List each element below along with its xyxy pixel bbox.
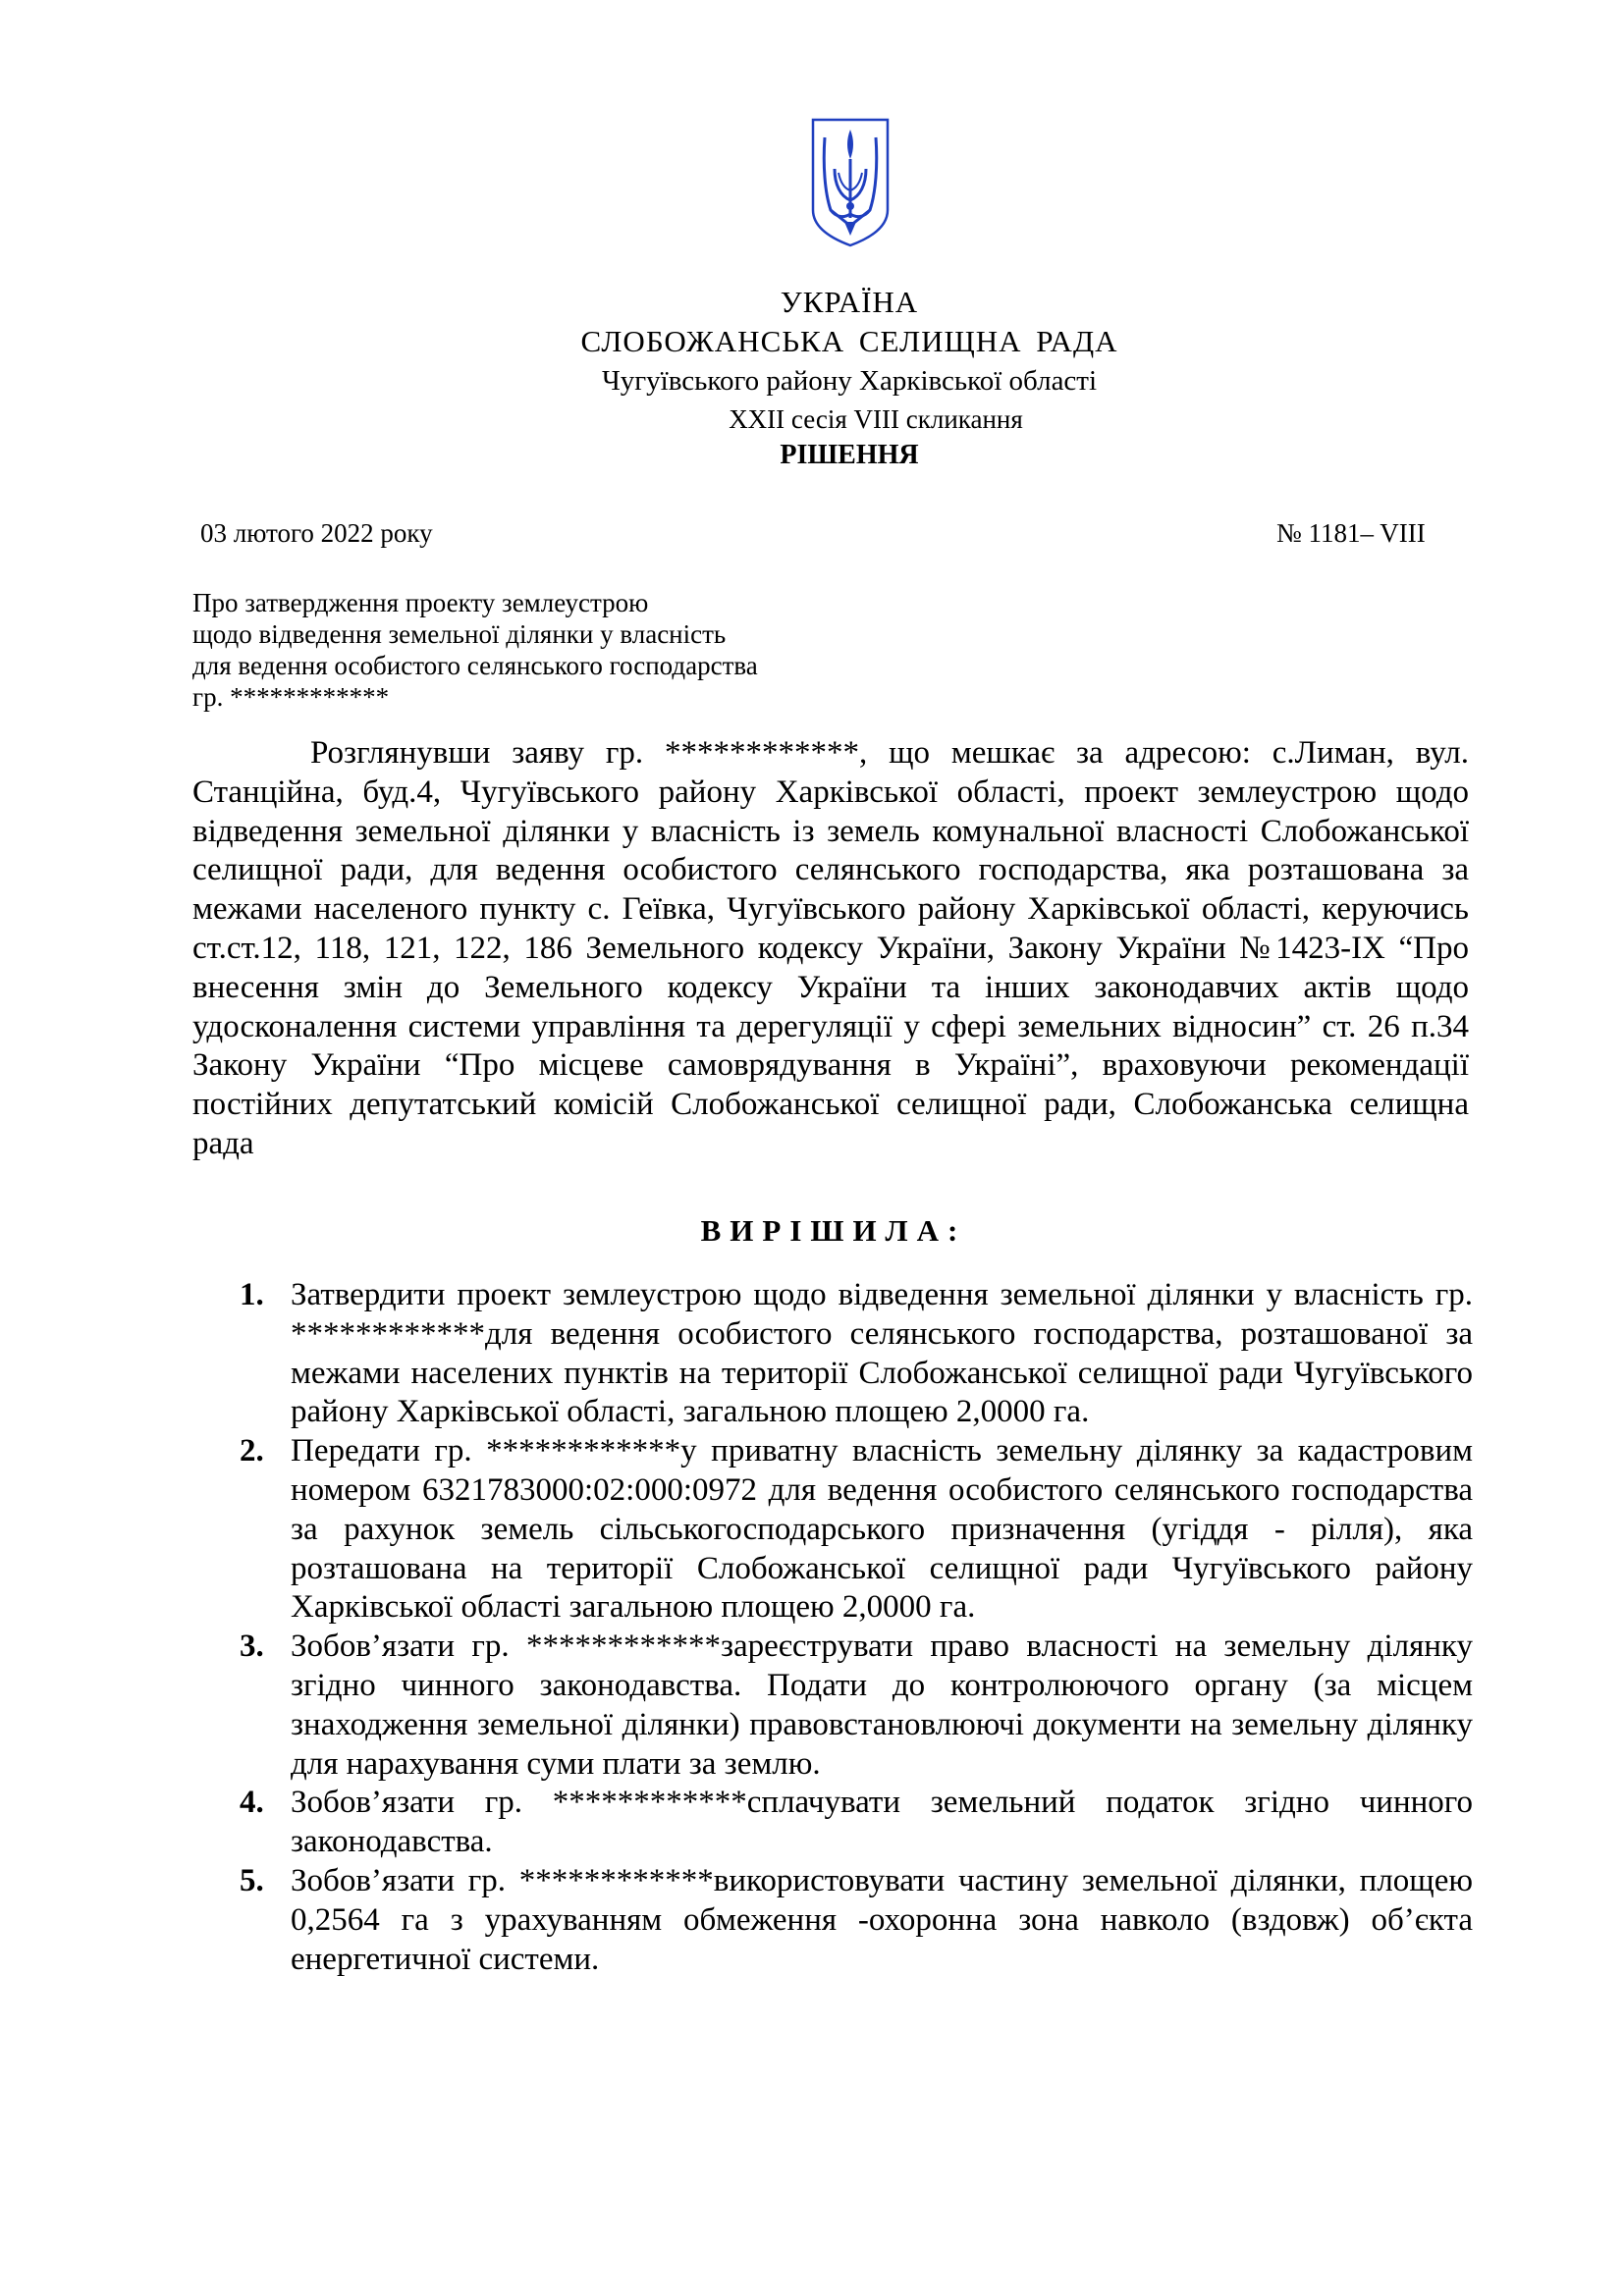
- subject-line: гр. ************: [192, 682, 390, 712]
- item-number: 1.: [240, 1277, 264, 1312]
- resolved-heading: ВИРІШИЛА:: [700, 1213, 967, 1248]
- coat-of-arms-icon: [809, 116, 892, 249]
- decision-subject: [192, 587, 758, 713]
- resolution-items: [240, 1276, 1473, 1979]
- council-heading: СЛОБОЖАНСЬКА СЕЛИЩНА РАДА: [580, 324, 1118, 358]
- district-heading: Чугуївського району Харківської області: [601, 365, 1098, 397]
- item-number: 4.: [240, 1785, 264, 1821]
- session-heading: XXII сесія VIII скликання: [729, 404, 1023, 434]
- item-number: 3.: [240, 1629, 264, 1665]
- item-number: 5.: [240, 1862, 264, 1898]
- resolution-item: [240, 1276, 1473, 1432]
- document-type-heading: РІШЕННЯ: [780, 440, 919, 470]
- subject-line: Про затвердження проекту землеустрою: [192, 588, 649, 617]
- country-heading: УКРАЇНА: [780, 285, 919, 319]
- item-number: 2.: [240, 1433, 264, 1469]
- resolution-item: [240, 1784, 1473, 1862]
- item-text: Передати гр. ************у приватну власність земельну ділянку за кадастровим номером 6321783000:02:000:0972 для ведення особистого селянського господарства за рахунок земель сільськогосподарського призначення (угіддя - рілля), яка розташована на території Слобожанської селищної ради Чугуївського району Харківської області загальною площею 2,0000 га.: [291, 1433, 1473, 1626]
- decision-date: 03 лютого 2022 року: [200, 518, 433, 548]
- item-text: Зобов’язати гр. ************сплачувати земельний податок згідно чинного законодавства.: [291, 1785, 1473, 1860]
- item-text: Зобов’язати гр. ************зареєструвати право власності на земельну ділянку згідно чинного законодавства. Подати до контролюючого органу (за місцем знаходження земельної ділянки) правовстановлюючі документи на земельну ділянку для нарахування суми плати за землю.: [291, 1629, 1473, 1782]
- preamble-paragraph: Розглянувши заяву гр. ************, що мешкає за адресою: с.Лиман, вул. Станційна, буд.4, Чугуївського району Харківської області, проект землеустрою щодо відведення земельної ділянки у власність із земель комунальної власності Слобожанської селищної ради, для ведення особистого селянського господарства, яка розташована за межами населеного пункту с. Геївка, Чугуївського району Харківської області, керуючись ст.ст.12, 118, 121, 122, 186 Земельного кодексу України, Закону України №1423-IX “Про внесення змін до Земельного кодексу України та інших законодавчих актів щодо удосконалення системи управління та дерегуляції у сфері земельних відносин” ст. 26 п.34 Закону України “Про місцеве самоврядування в Україні”, враховуючи рекомендації постійних депутатський комісій Слобожанської селищної ради, Слобожанська селищна рада: [192, 735, 1469, 1161]
- decision-number: № 1181– VIII: [1276, 518, 1426, 548]
- item-text: Затвердити проект землеустрою щодо відведення земельної ділянки у власність гр. ************для ведення особистого селянського господарства, розташованої за межами населених пунктів на території Слобожанської селищної ради Чугуївського району Харківської області, загальною площею 2,0000 га.: [291, 1277, 1473, 1430]
- subject-line: для ведення особистого селянського господарства: [192, 651, 758, 680]
- subject-line: щодо відведення земельної ділянки у власність: [192, 619, 727, 649]
- item-text: Зобов’язати гр. ************використовувати частину земельної ділянки, площею 0,2564 га з урахуванням обмеження -охоронна зона навколо (вздовж) об’єкта енергетичної системи.: [291, 1862, 1473, 1977]
- resolution-item: [240, 1862, 1473, 1979]
- resolution-item: [240, 1432, 1473, 1628]
- resolution-item: [240, 1628, 1473, 1784]
